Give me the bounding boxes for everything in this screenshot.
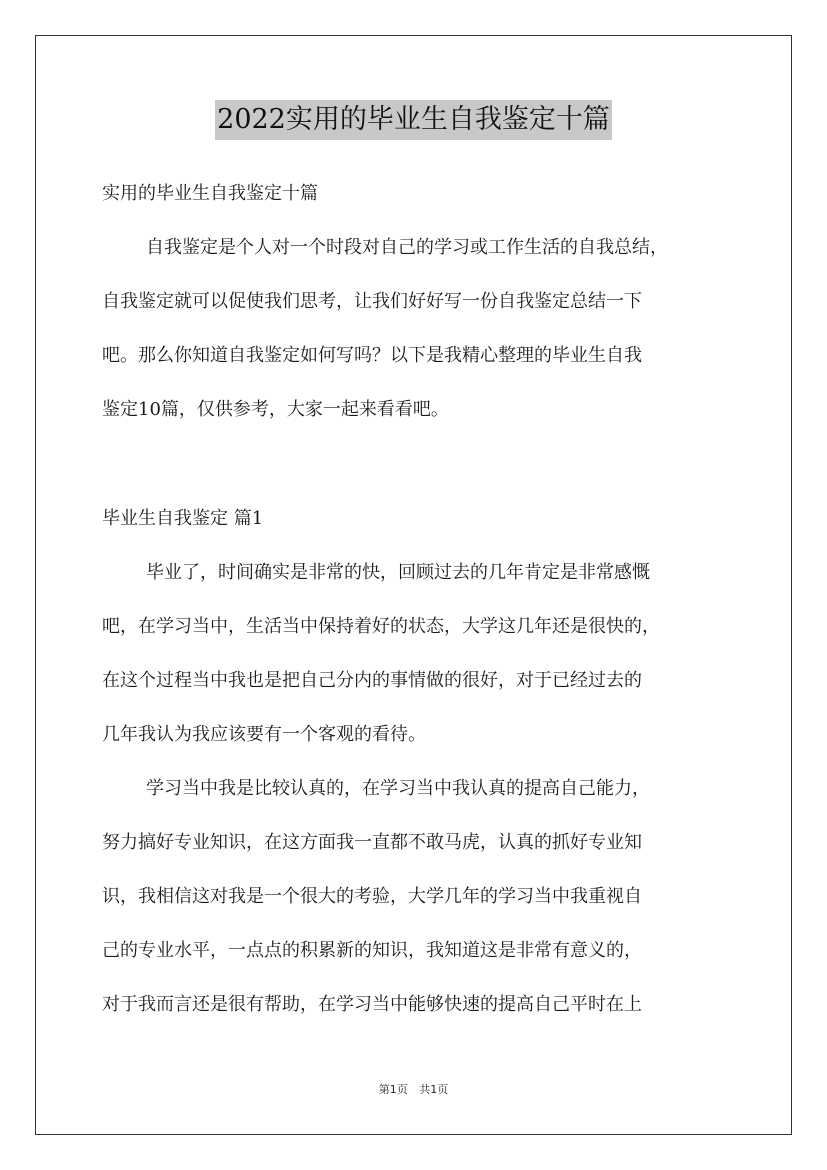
paragraph-line: 己的专业水平，一点点的积累新的知识，我知道这是非常有意义的， xyxy=(102,940,642,961)
document-subtitle: 实用的毕业生自我鉴定十篇 xyxy=(102,183,318,204)
paragraph-line: 对于我而言还是很有帮助，在学习当中能够快速的提高自己平时在上 xyxy=(102,994,642,1015)
section-heading: 毕业生自我鉴定 篇1 xyxy=(102,508,264,529)
page-footer xyxy=(0,1082,827,1098)
paragraph-line: 识，我相信这对我是一个很大的考验，大学几年的学习当中我重视自 xyxy=(102,886,642,907)
paragraph-line: 吧，在学习当中，生活当中保持着好的状态，大学这几年还是很快的， xyxy=(102,616,660,637)
paragraph-line: 努力搞好专业知识，在这方面我一直都不敢马虎，认真的抓好专业知 xyxy=(102,832,642,853)
intro-line: 自我鉴定就可以促使我们思考，让我们好好写一份自我鉴定总结一下 xyxy=(102,291,642,312)
paragraph-line: 毕业了，时间确实是非常的快，回顾过去的几年肯定是非常感慨 xyxy=(146,562,650,583)
paragraph-line: 几年我认为我应该要有一个客观的看待。 xyxy=(102,724,426,745)
intro-line: 鉴定10篇，仅供参考，大家一起来看看吧。 xyxy=(102,399,449,420)
intro-line: 自我鉴定是个人对一个时段对自己的学习或工作生活的自我总结， xyxy=(146,237,668,258)
intro-line: 吧。那么你知道自我鉴定如何写吗？以下是我精心整理的毕业生自我 xyxy=(102,345,642,366)
page-number-total: 共1页 xyxy=(419,1083,449,1096)
document-title: 2022实用的毕业生自我鉴定十篇 xyxy=(215,100,612,140)
paragraph-line: 学习当中我是比较认真的，在学习当中我认真的提高自己能力， xyxy=(146,778,650,799)
paragraph-line: 在这个过程当中我也是把自己分内的事情做的很好，对于已经过去的 xyxy=(102,670,642,691)
title-container xyxy=(0,100,827,140)
page-number-current: 第1页 xyxy=(378,1083,408,1096)
